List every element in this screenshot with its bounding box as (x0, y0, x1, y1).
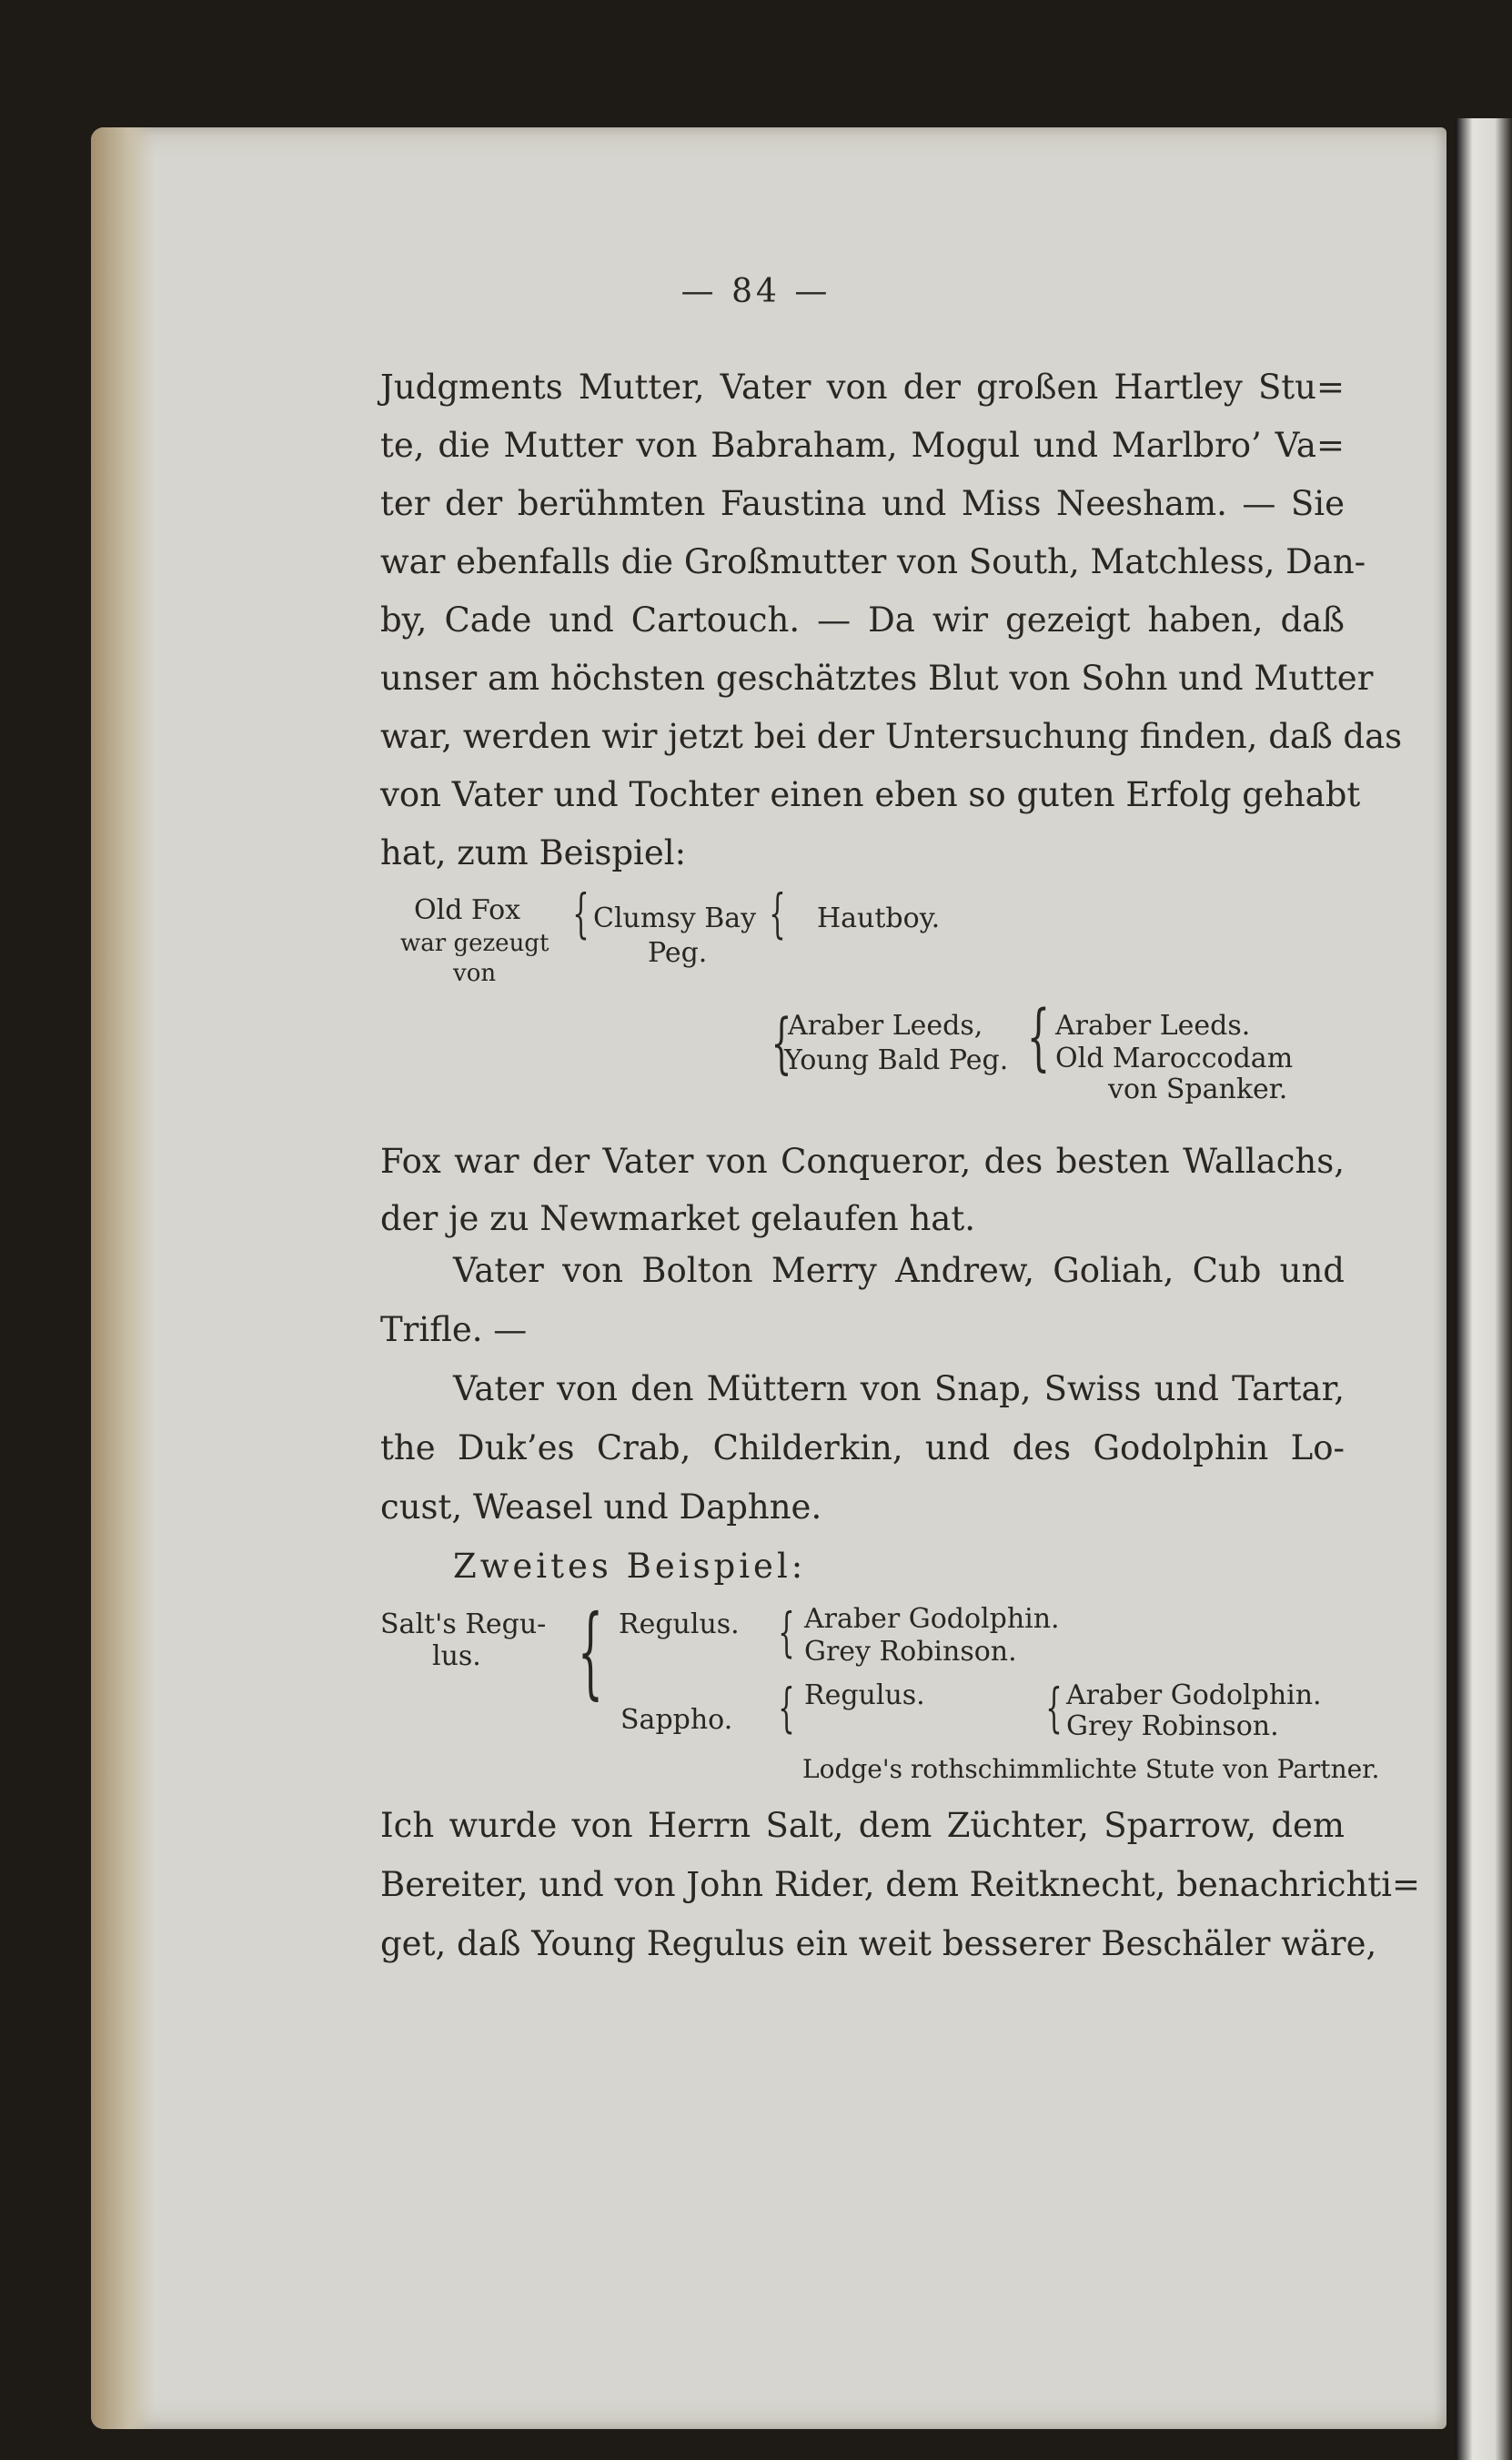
text-line: cust, Weasel und Daphne. (380, 1487, 822, 1527)
text-line: Ich wurde von Herrn Salt, dem Züchter, Sparrow, dem (380, 1806, 1345, 1845)
brace: { (572, 882, 590, 944)
pedigree-footnote: Lodge's rothschimmlichte Stute von Partner. (802, 1754, 1380, 1784)
book-gutter (1456, 118, 1512, 2460)
text-line: Vater von den Müttern von Snap, Swiss und Tartar, (453, 1369, 1345, 1408)
page-edge (91, 127, 155, 2429)
text-line: Bereiter, und von John Rider, dem Reitknecht, benachrichti= (380, 1865, 1421, 1904)
text-line: by, Cade und Cartouch. — Da wir gezeigt haben, daß (380, 600, 1345, 640)
pedigree-gen3: Araber Godolphin. (804, 1603, 1060, 1635)
pedigree-gen2: Peg. (648, 937, 708, 969)
text-line: Fox war der Vater von Conqueror, des besten Wallachs, (380, 1142, 1345, 1181)
text-line: get, daß Young Regulus ein weit besserer Beschäler wäre, (380, 1924, 1377, 1963)
pedigree-gen4: von Spanker. (1108, 1074, 1288, 1105)
pedigree-note: von (453, 960, 497, 987)
pedigree-gen3: Araber Leeds, (788, 1010, 983, 1042)
pedigree-sire: Old Fox (414, 894, 521, 926)
brace: { (771, 1004, 792, 1081)
pedigree-gen2: Sappho. (620, 1704, 733, 1736)
pedigree-gen3: Hautboy. (817, 902, 941, 934)
pedigree-note: war gezeugt (400, 930, 549, 957)
brace: { (778, 1601, 795, 1663)
pedigree-root: Salt's Regu- (380, 1608, 547, 1640)
brace: { (1026, 994, 1051, 1079)
text-line: war ebenfalls die Großmutter von South, Matchless, Dan- (380, 542, 1366, 581)
pedigree-gen3: Regulus. (804, 1679, 925, 1711)
pedigree-gen4: Grey Robinson. (1066, 1710, 1279, 1742)
text-line: war, werden wir jetzt bei der Untersuchung finden, daß das (380, 717, 1403, 756)
pedigree-root: lus. (432, 1640, 481, 1672)
pedigree-gen2: Regulus. (619, 1608, 740, 1640)
text-line: Trifle. — (380, 1310, 528, 1349)
text-line: unser am höchsten geschätztes Blut von Sohn und Mutter (380, 659, 1374, 698)
brace: { (1045, 1677, 1063, 1739)
pedigree-gen4: Old Maroccodam (1055, 1043, 1294, 1074)
pedigree-gen4: Araber Godolphin. (1066, 1679, 1322, 1711)
pedigree-gen4: Araber Leeds. (1055, 1010, 1251, 1042)
page-number: — 84 — (680, 273, 832, 310)
text-line: te, die Mutter von Babraham, Mogul und Marlbro’ Va= (380, 426, 1345, 465)
text-line: Vater von Bolton Merry Andrew, Goliah, Cub und (453, 1251, 1345, 1290)
text-line: der je zu Newmarket gelaufen hat. (380, 1199, 975, 1238)
pedigree-gen3: Young Bald Peg. (784, 1044, 1009, 1076)
brace: { (778, 1677, 795, 1739)
brace: { (578, 1593, 603, 1709)
pedigree-gen2: Clumsy Bay (593, 902, 757, 934)
text-line: ter der berühmten Faustina und Miss Neesham. — Sie (380, 484, 1345, 523)
text-line: the Duk’es Crab, Childerkin, und des Godolphin Lo- (380, 1428, 1345, 1467)
text-line: hat, zum Beispiel: (380, 833, 687, 872)
text-line: von Vater und Tochter einen eben so guten Erfolg gehabt (380, 775, 1361, 814)
text-line: Judgments Mutter, Vater von der großen Hartley Stu= (380, 368, 1345, 407)
section-heading: Zweites Beispiel: (453, 1547, 807, 1586)
brace: { (769, 882, 786, 944)
pedigree-gen3: Grey Robinson. (804, 1636, 1017, 1668)
